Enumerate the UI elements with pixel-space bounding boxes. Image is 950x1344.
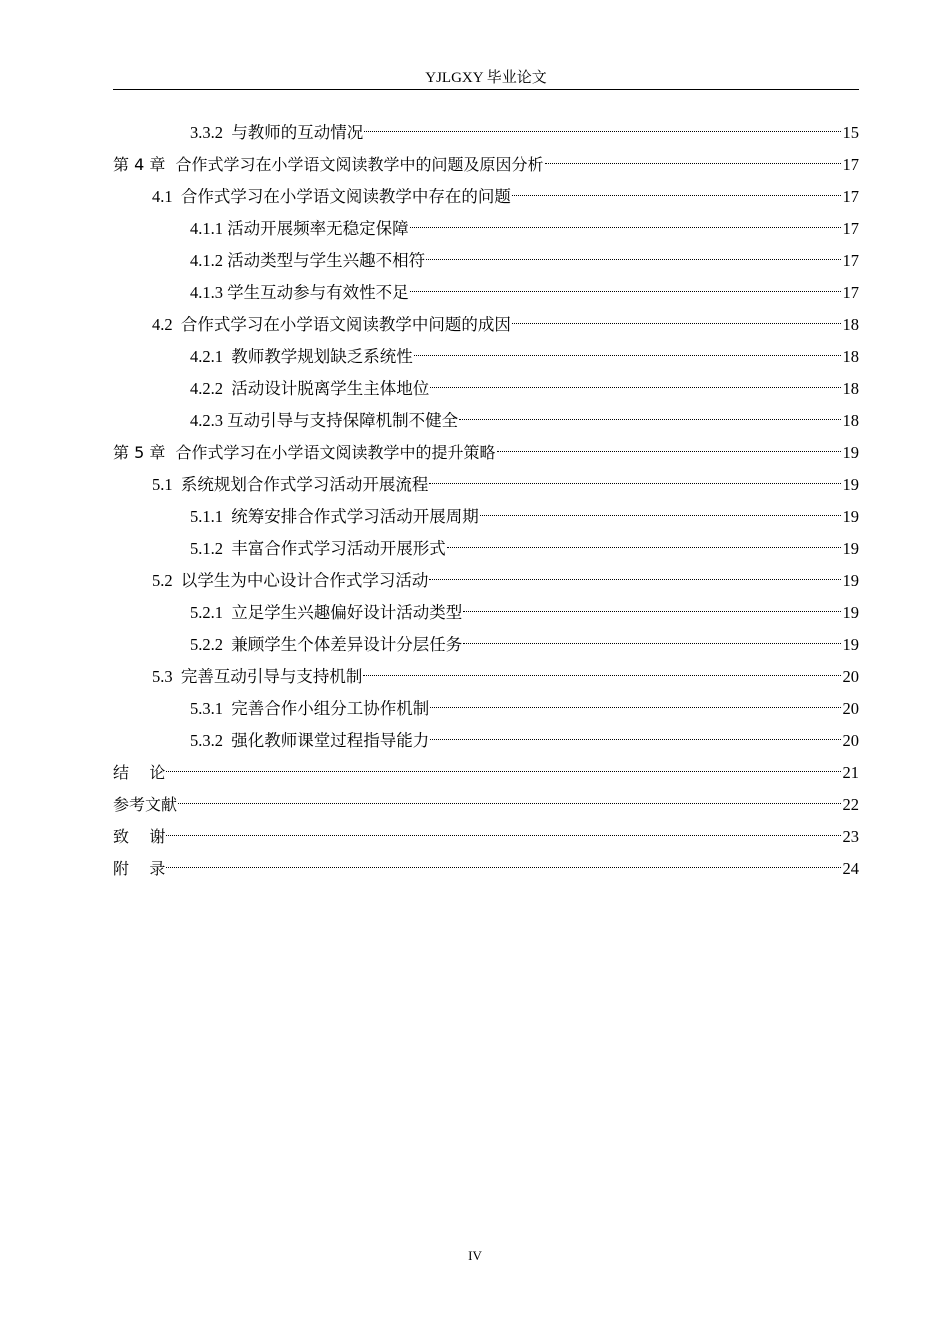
toc-entry[interactable] bbox=[113, 661, 859, 693]
toc-entry-page: 17 bbox=[842, 155, 859, 174]
toc-entry-title: 5.2.1 立足学生兴趣偏好设计活动类型 bbox=[190, 603, 463, 622]
toc-entry-page: 20 bbox=[842, 699, 859, 718]
toc-entry-title: 参考文献 bbox=[113, 795, 178, 814]
toc-entry-title: 4.2.1 教师教学规划缺乏系统性 bbox=[190, 347, 413, 366]
toc-dot-leader bbox=[166, 867, 840, 868]
toc-entry-title: 附 录 bbox=[113, 859, 166, 878]
toc-dot-leader bbox=[430, 739, 840, 740]
toc-entry-page: 17 bbox=[842, 187, 859, 206]
toc-entry[interactable] bbox=[113, 501, 859, 533]
toc-entry-page: 19 bbox=[842, 571, 859, 590]
toc-entry-page: 17 bbox=[842, 283, 859, 302]
toc-entry[interactable] bbox=[113, 789, 859, 821]
toc-entry-page: 22 bbox=[842, 795, 859, 814]
toc-entry-title: 4.2.3 互动引导与支持保障机制不健全 bbox=[190, 411, 459, 430]
toc-entry-title: 5.1.1 统筹安排合作式学习活动开展周期 bbox=[190, 507, 479, 526]
toc-entry-title: 4.2.2 活动设计脱离学生主体地位 bbox=[190, 379, 430, 398]
toc-entry[interactable] bbox=[113, 245, 859, 277]
toc-entry-page: 17 bbox=[842, 219, 859, 238]
toc-entry-title: 结 论 bbox=[113, 763, 166, 782]
toc-entry[interactable] bbox=[113, 149, 859, 181]
toc-entry[interactable] bbox=[113, 437, 859, 469]
toc-dot-leader bbox=[512, 195, 841, 196]
toc-dot-leader bbox=[480, 515, 841, 516]
toc-entry-page: 18 bbox=[842, 315, 859, 334]
table-of-contents bbox=[113, 117, 859, 885]
toc-entry-page: 24 bbox=[842, 859, 859, 878]
toc-entry-page: 21 bbox=[842, 763, 859, 782]
toc-entry-title: 5.3.2 强化教师课堂过程指导能力 bbox=[190, 731, 430, 750]
toc-dot-leader bbox=[497, 451, 841, 452]
toc-entry[interactable] bbox=[113, 277, 859, 309]
toc-entry-page: 18 bbox=[842, 411, 859, 430]
toc-entry-title: 4.2 合作式学习在小学语文阅读教学中问题的成因 bbox=[152, 315, 511, 334]
toc-entry-title: 5.2.2 兼顾学生个体差异设计分层任务 bbox=[190, 635, 463, 654]
toc-entry[interactable] bbox=[113, 373, 859, 405]
toc-entry[interactable] bbox=[113, 341, 859, 373]
toc-dot-leader bbox=[430, 707, 840, 708]
toc-entry-title: 5.1.2 丰富合作式学习活动开展形式 bbox=[190, 539, 446, 558]
toc-entry-title: 第 5 章 合作式学习在小学语文阅读教学中的提升策略 bbox=[113, 443, 496, 462]
toc-entry-page: 15 bbox=[842, 123, 859, 142]
toc-entry-page: 19 bbox=[842, 603, 859, 622]
toc-entry[interactable] bbox=[113, 405, 859, 437]
toc-dot-leader bbox=[459, 419, 840, 420]
toc-entry-title: 致 谢 bbox=[113, 827, 166, 846]
toc-entry-page: 23 bbox=[842, 827, 859, 846]
toc-dot-leader bbox=[178, 803, 840, 804]
toc-dot-leader bbox=[166, 771, 840, 772]
toc-entry[interactable] bbox=[113, 309, 859, 341]
toc-entry-title: 5.1 系统规划合作式学习活动开展流程 bbox=[152, 475, 429, 494]
toc-entry-title: 4.1.1 活动开展频率无稳定保障 bbox=[190, 219, 409, 238]
toc-dot-leader bbox=[410, 291, 841, 292]
toc-entry[interactable] bbox=[113, 757, 859, 789]
toc-dot-leader bbox=[429, 483, 840, 484]
toc-entry[interactable] bbox=[113, 853, 859, 885]
toc-entry-page: 20 bbox=[842, 731, 859, 750]
toc-entry[interactable] bbox=[113, 821, 859, 853]
toc-dot-leader bbox=[426, 259, 840, 260]
toc-dot-leader bbox=[463, 643, 840, 644]
toc-entry[interactable] bbox=[113, 181, 859, 213]
toc-entry-page: 19 bbox=[842, 539, 859, 558]
toc-dot-leader bbox=[364, 131, 840, 132]
toc-dot-leader bbox=[414, 355, 841, 356]
toc-entry-title: 4.1 合作式学习在小学语文阅读教学中存在的问题 bbox=[152, 187, 511, 206]
toc-entry[interactable] bbox=[113, 597, 859, 629]
toc-entry[interactable] bbox=[113, 565, 859, 597]
toc-entry-page: 17 bbox=[842, 251, 859, 270]
toc-dot-leader bbox=[545, 163, 841, 164]
toc-entry-page: 19 bbox=[842, 443, 859, 462]
toc-entry-page: 19 bbox=[842, 635, 859, 654]
header-divider bbox=[113, 89, 859, 90]
toc-dot-leader bbox=[410, 227, 841, 228]
toc-entry[interactable] bbox=[113, 629, 859, 661]
toc-dot-leader bbox=[512, 323, 841, 324]
toc-entry-title: 4.1.3 学生互动参与有效性不足 bbox=[190, 283, 409, 302]
toc-entry-title: 3.3.2 与教师的互动情况 bbox=[190, 123, 364, 142]
toc-entry-page: 20 bbox=[842, 667, 859, 686]
toc-dot-leader bbox=[430, 387, 840, 388]
toc-entry-page: 18 bbox=[842, 347, 859, 366]
toc-entry-page: 19 bbox=[842, 475, 859, 494]
toc-dot-leader bbox=[447, 547, 841, 548]
page-header: YJLGXY 毕业论文 bbox=[425, 70, 547, 86]
page-number: IV bbox=[468, 1248, 482, 1263]
toc-entry-title: 5.3.1 完善合作小组分工协作机制 bbox=[190, 699, 430, 718]
toc-entry-title: 5.3 完善互动引导与支持机制 bbox=[152, 667, 363, 686]
toc-dot-leader bbox=[166, 835, 840, 836]
toc-entry[interactable] bbox=[113, 469, 859, 501]
toc-entry[interactable] bbox=[113, 533, 859, 565]
toc-entry-page: 18 bbox=[842, 379, 859, 398]
toc-entry[interactable] bbox=[113, 117, 859, 149]
toc-entry[interactable] bbox=[113, 213, 859, 245]
toc-entry[interactable] bbox=[113, 725, 859, 757]
toc-entry-title: 5.2 以学生为中心设计合作式学习活动 bbox=[152, 571, 429, 590]
toc-entry[interactable] bbox=[113, 693, 859, 725]
toc-dot-leader bbox=[429, 579, 840, 580]
toc-dot-leader bbox=[463, 611, 840, 612]
toc-entry-title: 4.1.2 活动类型与学生兴趣不相符 bbox=[190, 251, 426, 270]
toc-entry-title: 第 4 章 合作式学习在小学语文阅读教学中的问题及原因分析 bbox=[113, 155, 544, 174]
toc-dot-leader bbox=[363, 675, 840, 676]
toc-entry-page: 19 bbox=[842, 507, 859, 526]
